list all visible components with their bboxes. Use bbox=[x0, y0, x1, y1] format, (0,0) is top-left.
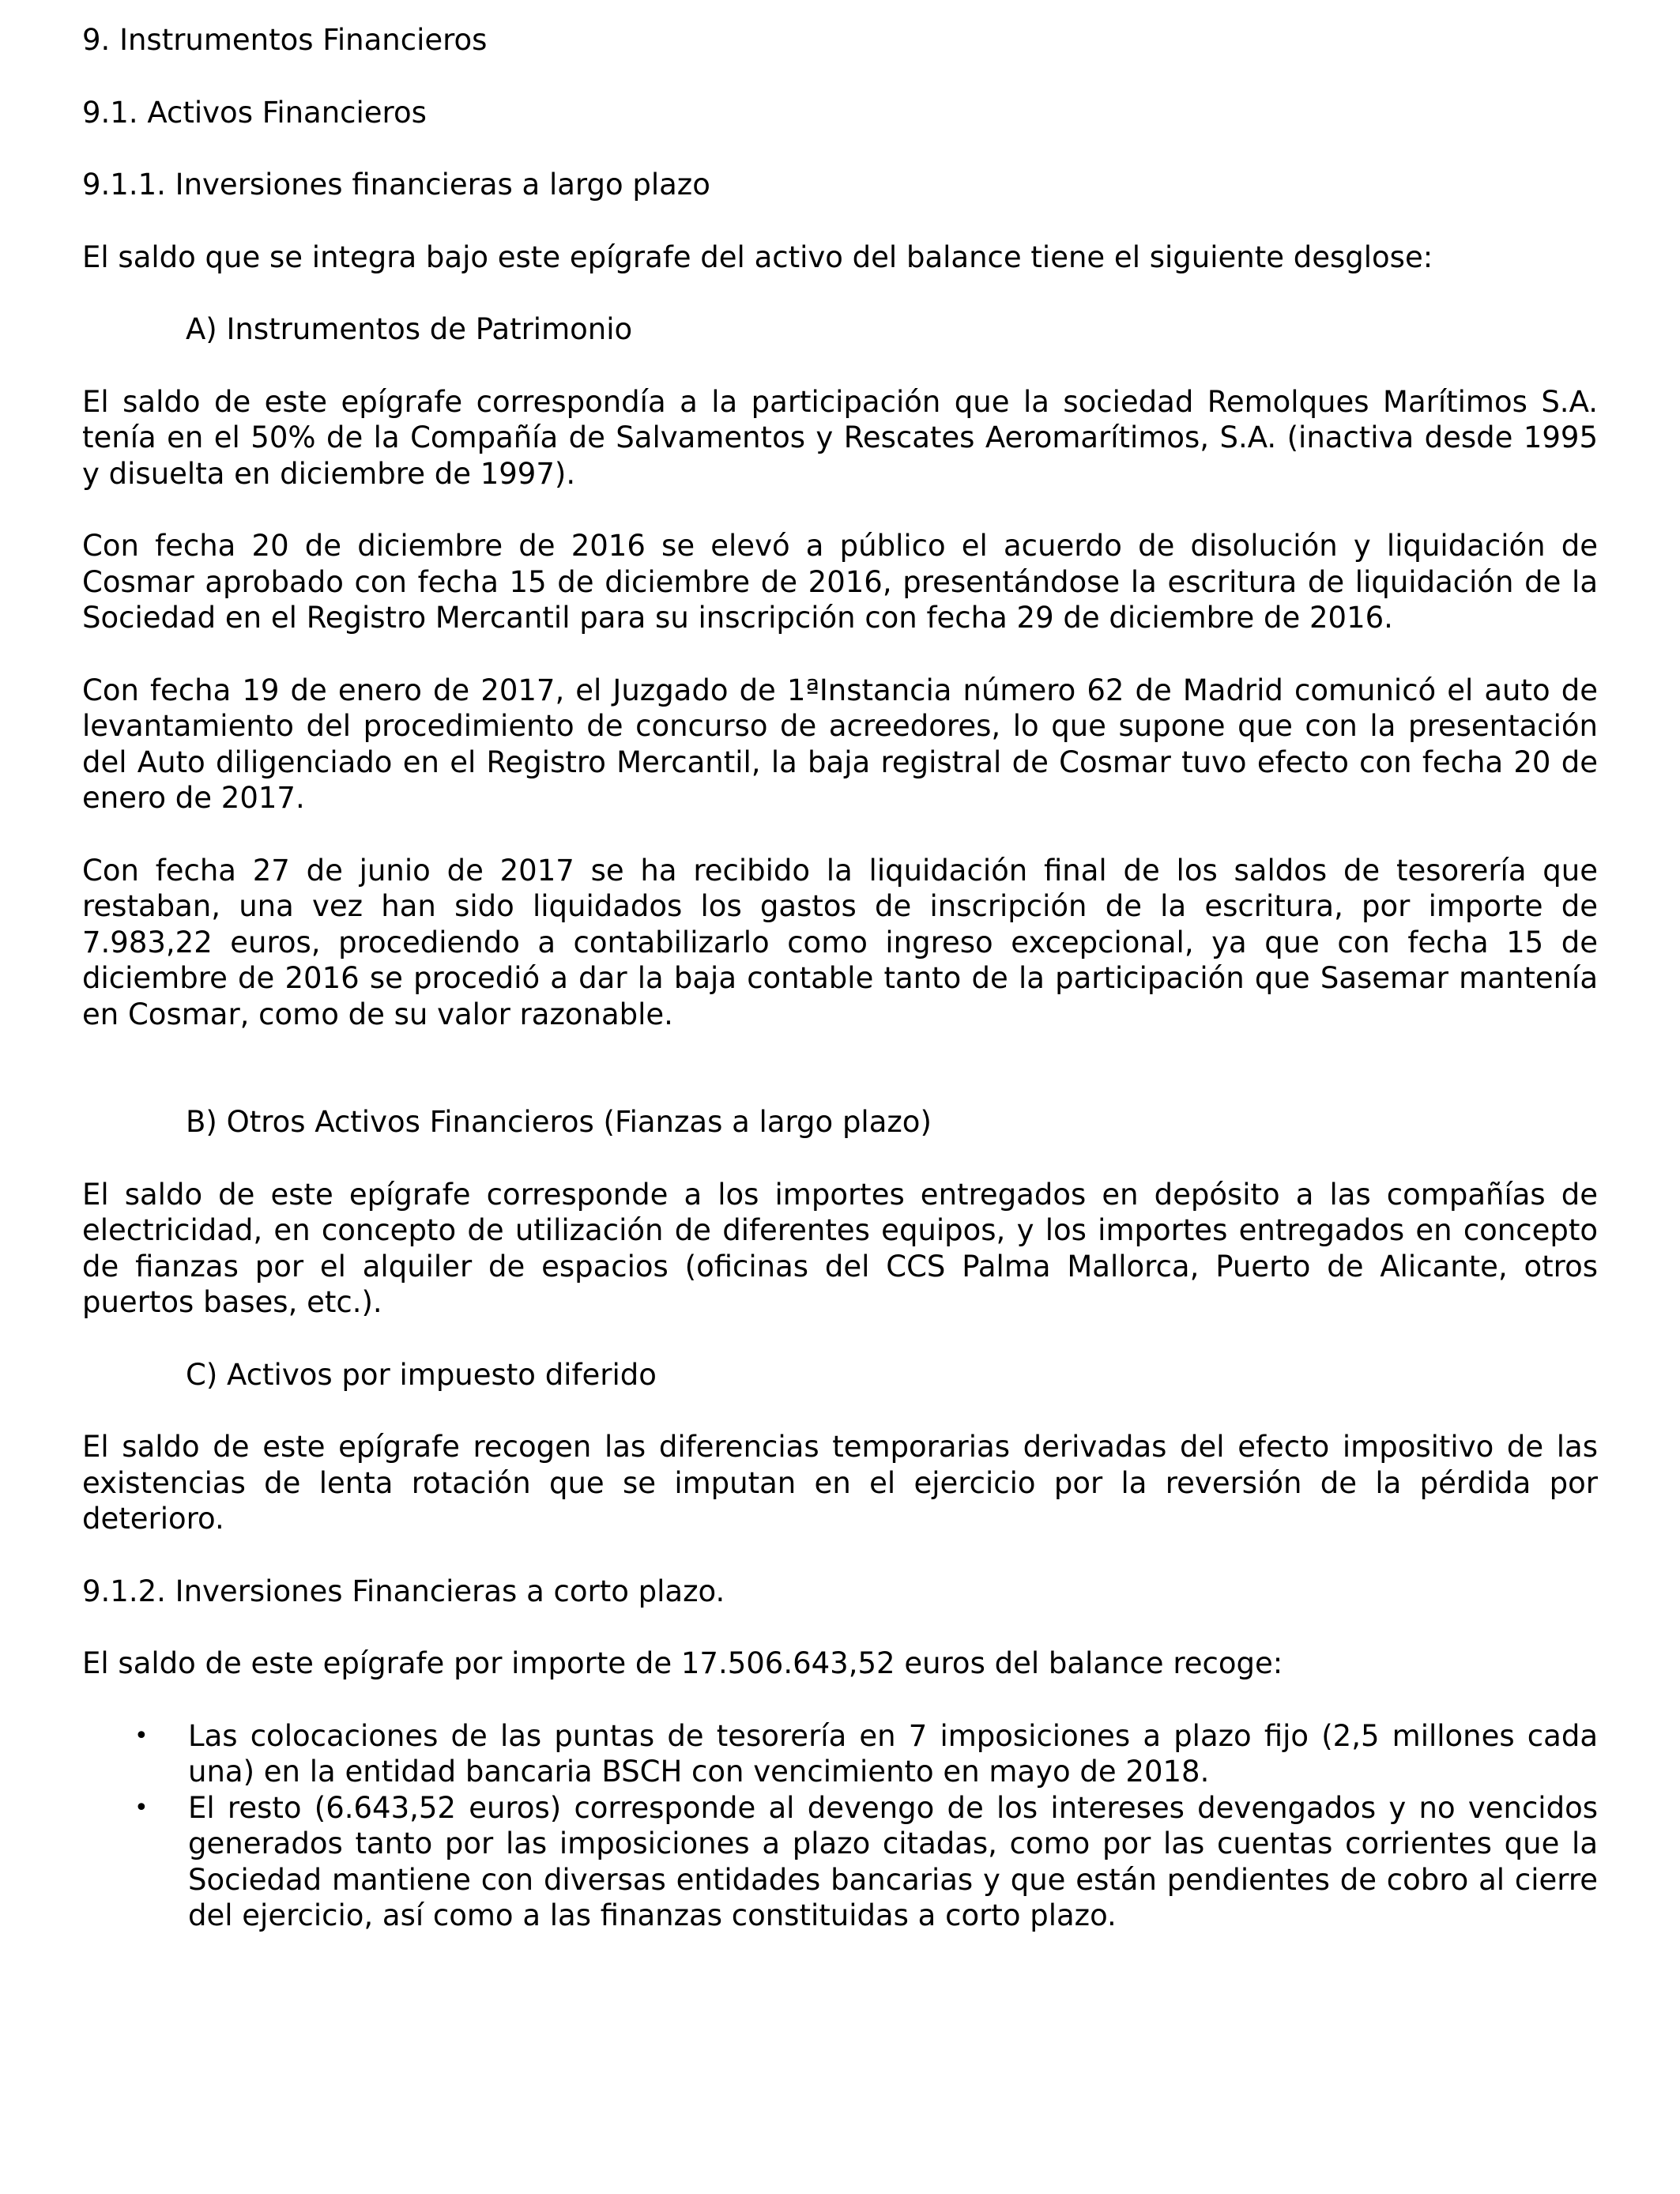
short-term-bullet-list bbox=[82, 1718, 1598, 1934]
subsection-title: 9.1. Activos Financieros bbox=[82, 95, 427, 130]
part-a-paragraph-3: Con fecha 19 de enero de 2017, el Juzgado de 1ªInstancia número 62 de Madrid comunicó el auto de levantamiento del procedimiento de concurso de acreedores, lo que supone que con la presentación del Auto diligenciado en el Registro Mercantil, la baja registral de Cosmar tuvo efecto con fecha 20 de enero de 2017. bbox=[82, 673, 1598, 815]
section-title: 9. Instrumentos Financieros bbox=[82, 23, 488, 57]
part-a-heading: A) Instrumentos de Patrimonio bbox=[186, 312, 633, 346]
document-page bbox=[82, 22, 1598, 1934]
subsubsection-title: 9.1.1. Inversiones financieras a largo plazo bbox=[82, 168, 710, 202]
part-a-paragraph-1: El saldo de este epígrafe correspondía a la participación que la sociedad Remolques Marítimos S.A. tenía en el 50% de la Compañía de Salvamentos y Rescates Aeromarítimos, S.A. (inactiva desde 1995 y disuelta en diciembre de 1997). bbox=[82, 384, 1598, 491]
part-b-paragraph: El saldo de este epígrafe corresponde a los importes entregados en depósito a las compañías de electricidad, en concepto de utilización de diferentes equipos, y los importes entregados en concepto de fianzas por el alquiler de espacios (oficinas del CCS Palma Mallorca, Puerto de Alicante, otros puertos bases, etc.). bbox=[82, 1177, 1598, 1319]
part-c-heading: C) Activos por impuesto diferido bbox=[186, 1357, 657, 1392]
part-c-paragraph: El saldo de este epígrafe recogen las diferencias temporarias derivadas del efecto impositivo de las existencias de lenta rotación que se imputan en el ejercicio por la reversión de la pérdida por deterioro. bbox=[82, 1430, 1598, 1536]
list-item bbox=[82, 1718, 1598, 1790]
short-term-heading: 9.1.2. Inversiones Financieras a corto plazo. bbox=[82, 1574, 725, 1608]
list-item bbox=[82, 1790, 1598, 1934]
bullet-icon: • bbox=[134, 1793, 149, 1822]
intro-paragraph: El saldo que se integra bajo este epígrafe del activo del balance tiene el siguiente desglose: bbox=[82, 239, 1433, 274]
list-item-text: Las colocaciones de las puntas de tesorería en 7 imposiciones a plazo fijo (2,5 millones cada una) en la entidad bancaria BSCH con vencimiento en mayo de 2018. bbox=[188, 1718, 1598, 1789]
short-term-intro: El saldo de este epígrafe por importe de 17.506.643,52 euros del balance recoge: bbox=[82, 1646, 1283, 1680]
list-item-text: El resto (6.643,52 euros) corresponde al devengo de los intereses devengados y no vencidos generados tanto por las imposiciones a plazo citadas, como por las cuentas corrientes que la Sociedad mantiene con diversas entidades bancarias y que están pendientes de cobro al cierre del ejercicio, así como a las finanzas constituidas a corto plazo. bbox=[188, 1790, 1598, 1932]
bullet-icon: • bbox=[134, 1721, 149, 1750]
part-a-paragraph-4: Con fecha 27 de junio de 2017 se ha recibido la liquidación final de los saldos de tesorería que restaban, una vez han sido liquidados los gastos de inscripción de la escritura, por importe de 7.983,22 euros, procediendo a contabilizarlo como ingreso excepcional, ya que con fecha 15 de diciembre de 2016 se procedió a dar la baja contable tanto de la participación que Sasemar mantenía en Cosmar, como de su valor razonable. bbox=[82, 853, 1598, 1031]
part-b-heading: B) Otros Activos Financieros (Fianzas a largo plazo) bbox=[186, 1105, 932, 1139]
part-a-paragraph-2: Con fecha 20 de diciembre de 2016 se elevó a público el acuerdo de disolución y liquidación de Cosmar aprobado con fecha 15 de diciembre de 2016, presentándose la escritura de liquidación de la Sociedad en el Registro Mercantil para su inscripción con fecha 29 de diciembre de 2016. bbox=[82, 529, 1598, 635]
